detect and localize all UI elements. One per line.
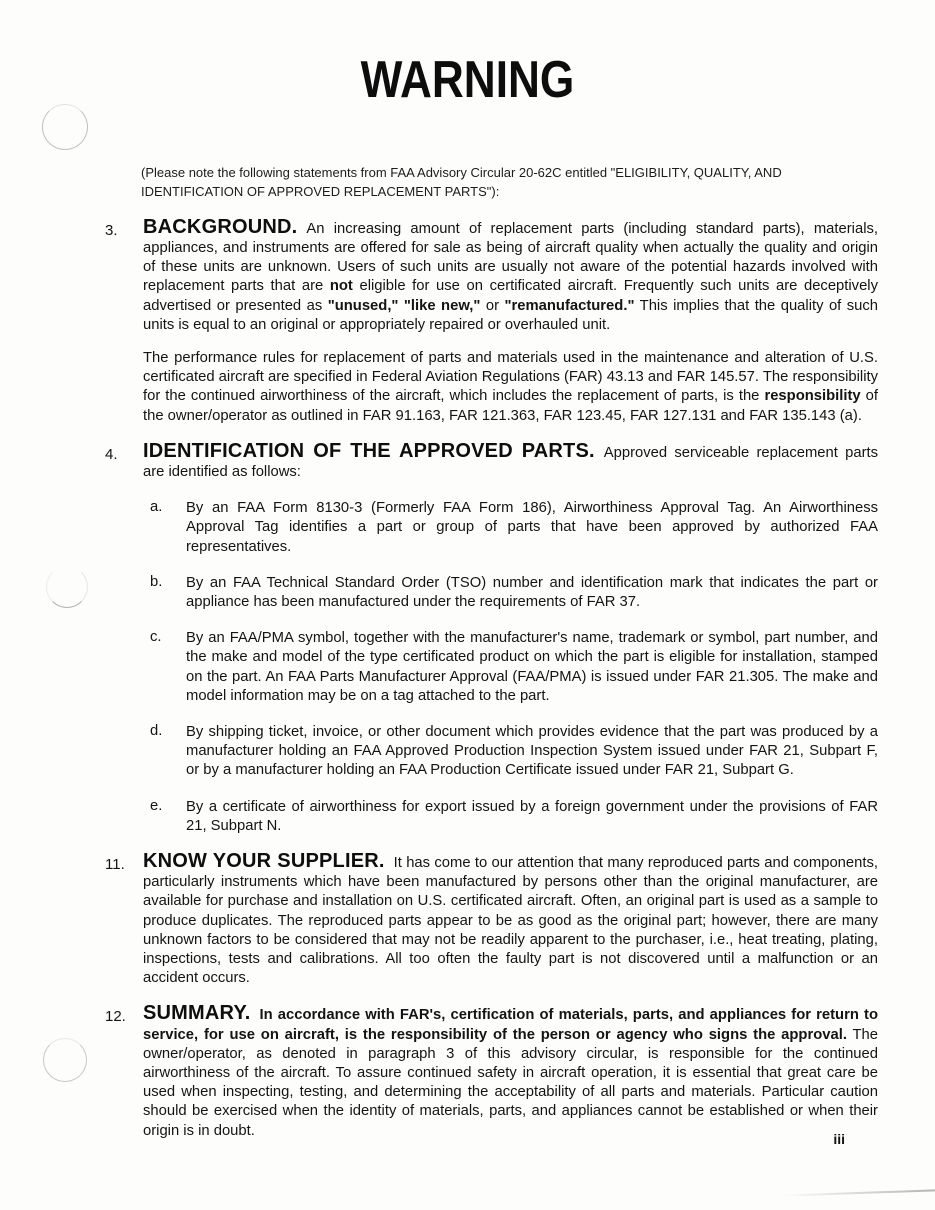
list-item [143,629,878,706]
bold-text: "remanufactured." [504,297,635,314]
section-body [143,1004,878,1140]
section-number: 4. [105,445,118,463]
identification-lead [143,439,879,482]
section-heading: KNOW YOUR SUPPLIER. [143,849,385,872]
section-body [143,849,878,988]
bold-text: not [329,278,353,295]
paragraph-text: Approved serviceable replacement parts are identified as follows: [143,444,879,480]
list-item [143,499,878,557]
section-heading: BACKGROUND. [143,215,298,238]
section-body [143,215,879,426]
hole-punch-artifact-middle [46,566,88,608]
list-item-label: b. [150,573,163,590]
list-item-text: By a certificate of airworthiness for export issued by a foreign government under the provisions of FAR 21, Subpart N. [186,798,878,834]
section-body [143,439,879,836]
page-number: iii [833,1131,845,1147]
section-background [105,215,879,426]
section-number: 3. [105,221,118,239]
paragraph-text: or [480,297,505,314]
paragraph-text: The owner/operator, as denoted in paragraph 3 of this advisory circular, is responsible for the continued airworthiness of the aircraft. To assure continued safety in aircraft operation, it is essential that great care be used when inspecting, testing, and determining the acceptability of all parts and materials. Particular caution should be exercised when the identity of materials, parts, and appliances cannot be established or when their origin is in doubt. [143,1026,878,1139]
bold-text: In accordance with FAR's, certification of materials, parts, and appliances for return to service, for use on aircraft, is the responsibility of the person or agency who signs the approval. [143,1007,878,1043]
paragraph-text: of the owner/operator as outlined in FAR 91.163, FAR 121.363, FAR 123.45, FAR 127.131 and FAR 135.143 (a). [143,388,879,424]
list-item-text: By an FAA/PMA symbol, together with the manufacturer's name, trademark or symbol, part number, and the make and model of the type certificated product on which the part is eligible for installation, stamped on the part. An FAA Parts Manufacturer Approval (FAA/PMA) is issued under FAR 21.305. The make and model information may be on a tag attached to the part. [186,630,878,704]
section-heading: SUMMARY. [143,1002,251,1025]
hole-punch-artifact-top [42,104,88,150]
background-paragraph-2 [143,349,878,426]
section-supplier [105,849,878,988]
list-item [143,798,878,836]
section-summary [105,1004,878,1140]
intro-note: (Please note the following statements from FAA Advisory Circular 20-62C entitled "ELIGIBILITY, QUALITY, AND IDENTIFICATION OF APPROVED REPLACEMENT PARTS"): [141,165,782,199]
hole-punch-artifact-bottom [43,1038,87,1082]
background-paragraph-1 [143,215,878,335]
bold-text: responsibility [764,388,861,405]
section-number: 11. [105,855,125,873]
list-item [143,723,878,781]
identification-list [143,499,878,836]
section-heading: IDENTIFICATION OF THE APPROVED PARTS. [143,439,595,462]
section-identification [105,439,879,836]
list-item-text: By shipping ticket, invoice, or other document which provides evidence that the part was produced by a manufacturer holding an FAA Approved Production Inspection System issued under FAR 21, Subpart F, or by a manufacturer holding an FAA Production Certificate issued under FAR 21, Subpart G. [186,723,878,779]
list-item-label: d. [150,722,163,739]
paragraph-text: eligible for use on certificated aircraft. Frequently such units are deceptively advertised or presented as [143,278,878,314]
summary-paragraph [143,1004,878,1140]
paragraph-text: An increasing amount of replacement parts (including standard parts), materials, appliances, and instruments are offered for sale as being of aircraft quality when actually the quality and origin of these units are unknown. Users of such units are usually not aware of the potential hazards involved with replacement parts that are [143,220,878,295]
supplier-paragraph [143,849,878,988]
page-title: WARNING [360,51,575,109]
bold-text: "unused," "like new," [327,297,481,314]
document-content [105,215,879,1141]
list-item-label: e. [150,797,163,814]
paragraph-text: This implies that the quality of such units is equal to an original or appropriately repaired or overhauled unit. [143,297,878,333]
list-item-label: c. [150,629,162,646]
scan-edge-artifact [783,1189,935,1196]
list-item-text: By an FAA Technical Standard Order (TSO) number and identification mark that indicates the part or appliance has been manufactured under the requirements of FAR 37. [186,574,878,610]
list-item-text: By an FAA Form 8130-3 (Formerly FAA Form 186), Airworthiness Approval Tag. An Airworthiness Approval Tag identifies a part or group of parts that have been approved by authorized FAA representatives. [186,500,878,555]
list-item [143,574,878,612]
list-item-label: a. [150,499,163,516]
paragraph-text: It has come to our attention that many reproduced parts and components, particularly instruments which have been manufactured by persons other than the original manufacturer, are available for purchase and installation on U.S. certificated aircraft. Often, an original part is used as a sample to produce duplicates. The reproduced parts appear to be as good as the original part; however, there are many unknown factors to be considered that may not be readily apparent to the purchaser, i.e., heat treating, plating, inspections, tests and calibrations. All too often the faulty part is not discovered until a malfunction or an accident occurs. [143,854,878,987]
section-number: 12. [105,1008,126,1026]
paragraph-text: The performance rules for replacement of parts and materials used in the maintenance and alteration of U.S. certificated aircraft are specified in Federal Aviation Regulations (FAR) 43.13 and FAR 145.57. The responsibility for the continued airworthiness of the aircraft, which includes the replacement of parts, is the [143,349,878,405]
